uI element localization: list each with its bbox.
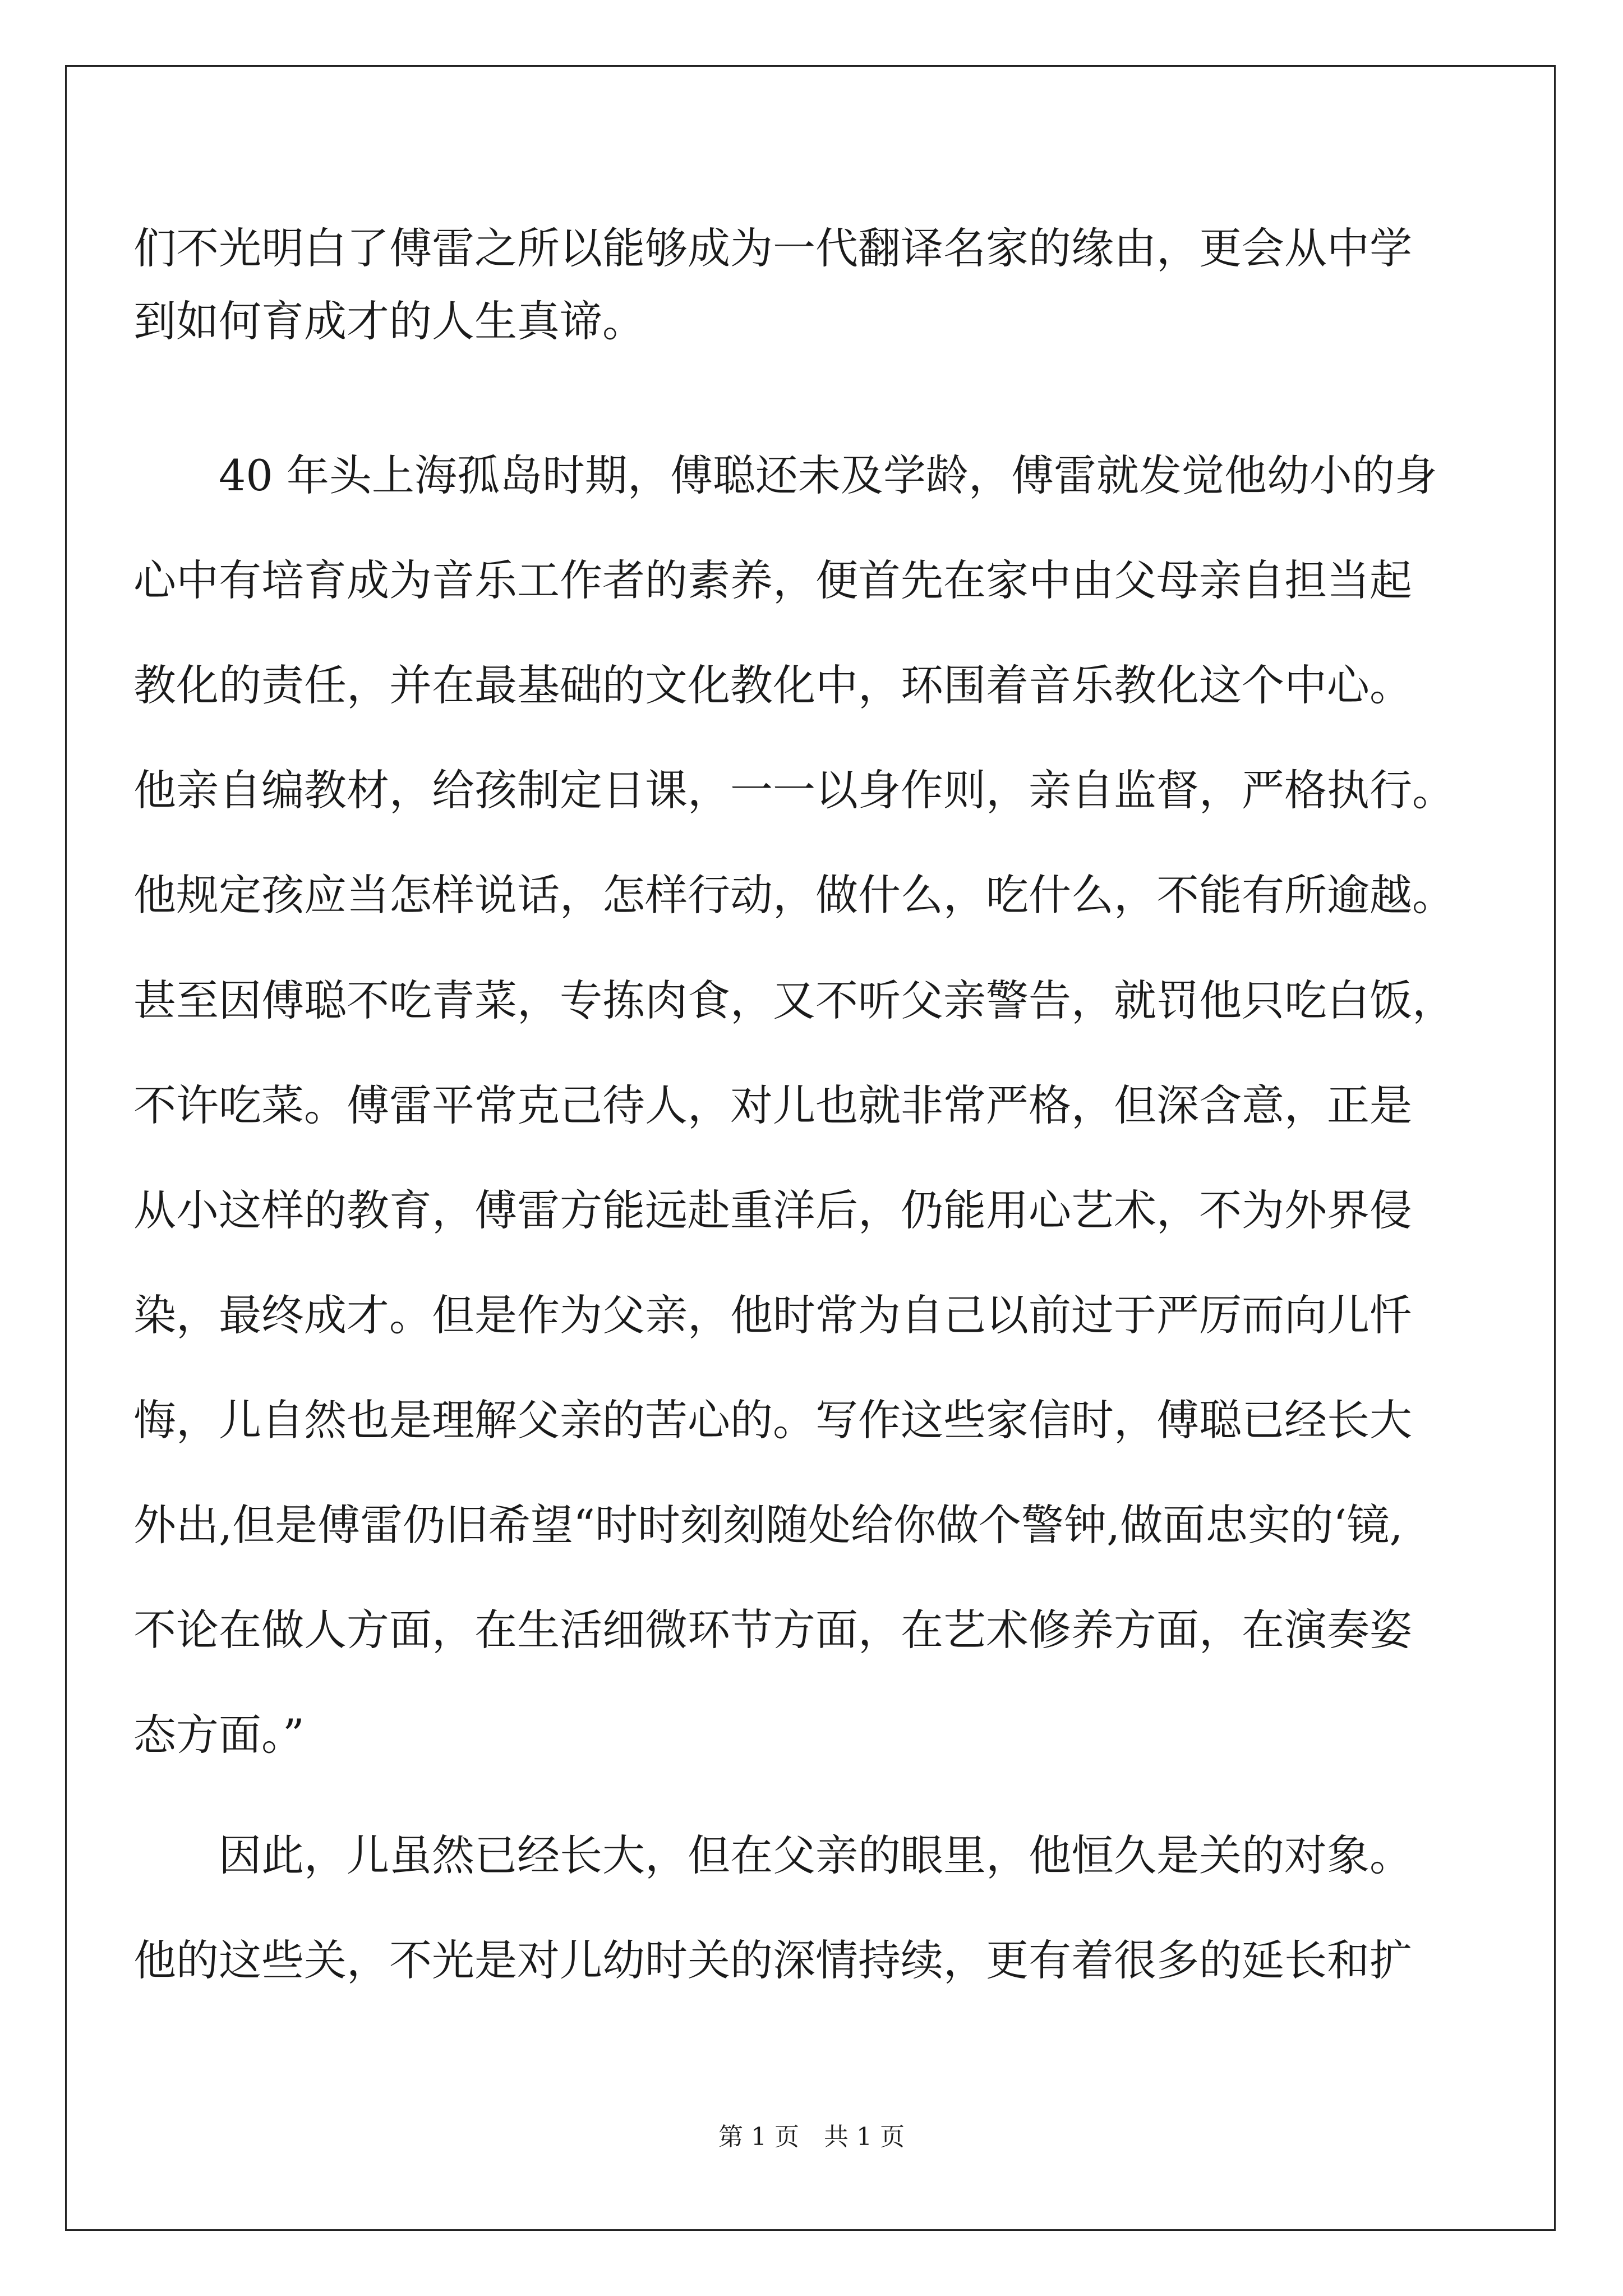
page-number-footer: 第 1 页 共 1 页 [718,2123,905,2151]
page-border [65,65,1556,2231]
text-line: 染，最终成才。但是作为父亲，他时常为自己以前过于严厉而向儿忏 [133,1290,1412,1340]
text-line: 态方面。” [133,1710,305,1760]
text-line: 从小这样的教育，傅雷方能远赴重洋后，仍能用心艺术，不为外界侵 [133,1185,1412,1235]
text-line: 教化的责任，并在最基础的文化教化中，环围着音乐教化这个中心。 [133,660,1412,710]
text-line: 们不光明白了傅雷之所以能够成为一代翻译名家的缘由，更会从中学 [133,223,1412,273]
text-line: 他规定孩应当怎样说话，怎样行动，做什么，吃什么，不能有所逾越。 [133,870,1455,920]
text-line: 40 年头上海孤岛时期，傅聪还未及学龄，傅雷就发觉他幼小的身 [133,450,1437,500]
text-line: 甚至因傅聪不吃青菜，专拣肉食，又不听父亲警告，就罚他只吃白饭， [133,976,1455,1025]
text-line: 外出,但是傅雷仍旧希望“时时刻刻随处给你做个警钟,做面忠实的‘镜, [133,1500,1403,1550]
text-line: 不论在做人方面，在生活细微环节方面，在艺术修养方面，在演奏姿 [133,1605,1412,1655]
text-line: 因此，儿虽然已经长大，但在父亲的眼里，他恒久是关的对象。 [133,1830,1412,1880]
text-line: 心中有培育成为音乐工作者的素养，便首先在家中由父母亲自担当起 [133,555,1412,605]
text-line: 悔，儿自然也是理解父亲的苦心的。写作这些家信时，傅聪已经长大 [133,1395,1412,1445]
text-line: 他的这些关，不光是对儿幼时关的深情持续，更有着很多的延长和扩 [133,1935,1412,1985]
text-line: 到如何育成才的人生真谛。 [133,296,645,346]
text-line: 他亲自编教材，给孩制定日课，一一以身作则，亲自监督，严格执行。 [133,765,1455,815]
text-line: 不许吃菜。傅雷平常克己待人，对儿也就非常严格，但深含意，正是 [133,1080,1412,1130]
